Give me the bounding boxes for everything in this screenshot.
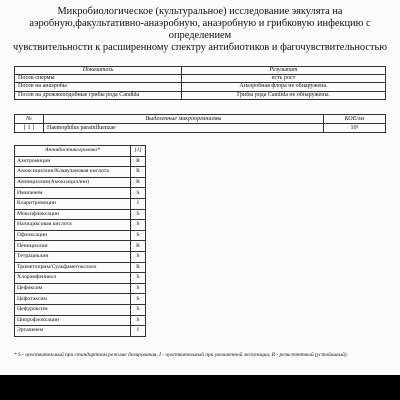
- summary-result: есть рост: [181, 75, 385, 83]
- summary-indicator: Посев на дрожжеподобные грибы рода Candida: [15, 91, 182, 99]
- antibiogram-row: [15, 315, 146, 326]
- antibiogram-row: [15, 326, 146, 337]
- antibiotic-name: Кларитромицин: [15, 198, 131, 209]
- antibiotic-name: Цефуроксим: [15, 304, 131, 315]
- sensitivity-result: S: [131, 230, 146, 241]
- sensitivity-result: R: [131, 241, 146, 252]
- organisms-header-name: Выделенные микроорганизмы: [44, 115, 324, 124]
- organism-no: [ 1 ]: [15, 124, 44, 133]
- title-line-1: Микробиологическое (культуральное) исследование эякулята на: [57, 6, 343, 17]
- antibiogram-row: [15, 198, 146, 209]
- organisms-header-no: №: [15, 115, 44, 124]
- antibiogram-row: [15, 177, 146, 188]
- title-line-2: аэробную,факультативно-анаэробную, анаэробную и грибковую инфекцию с определением: [29, 18, 371, 41]
- antibiogram-row: [15, 241, 146, 252]
- summary-row: [15, 75, 386, 83]
- antibiotic-name: Ципрофлоксацин: [15, 315, 131, 326]
- document-title: [8, 6, 392, 54]
- organisms-header-cfu: КОЕ/мл: [324, 115, 386, 124]
- summary-result: Анаэробная флора не обнаружена.: [181, 83, 385, 91]
- sensitivity-result: S: [131, 220, 146, 231]
- antibiotic-name: Ампициллин(Амоксициллин): [15, 177, 131, 188]
- summary-table: [14, 66, 386, 100]
- summary-indicator: Посев на анаэробы: [15, 83, 182, 91]
- antibiotic-name: Хлорамфеникол: [15, 273, 131, 284]
- antibiogram-row: [15, 304, 146, 315]
- antibiogram-row: [15, 220, 146, 231]
- antibiogram-row: [15, 294, 146, 305]
- sensitivity-result: R: [131, 177, 146, 188]
- antibiogram-header-row: [15, 146, 146, 157]
- antibiogram-table: [14, 145, 146, 337]
- antibiogram-row: [15, 273, 146, 284]
- sensitivity-result: I: [131, 198, 146, 209]
- antibiogram-row: [15, 283, 146, 294]
- antibiogram-row: [15, 251, 146, 262]
- summary-row: [15, 91, 386, 99]
- sensitivity-result: R: [131, 156, 146, 167]
- organism-name: Haemophilus parainfluenzae: [44, 124, 324, 133]
- summary-header-indicator: Показатель: [15, 67, 182, 75]
- footnote: * S - чувствительный при стандартном режиме дозирования, I - чувствительный при увеличенной экспозиции, R - резистентный (устойчивый).: [14, 352, 348, 358]
- antibiogram-header-name: Антибиотикограмма*: [15, 146, 131, 157]
- sensitivity-result: S: [131, 294, 146, 305]
- antibiogram-row: [15, 156, 146, 167]
- antibiotic-name: Амоксициллин/Клавулановая кислота: [15, 167, 131, 178]
- sensitivity-result: S: [131, 188, 146, 199]
- sensitivity-result: S: [131, 251, 146, 262]
- sensitivity-result: S: [131, 304, 146, 315]
- sensitivity-result: I: [131, 326, 146, 337]
- sensitivity-result: R: [131, 167, 146, 178]
- antibiogram-body: [15, 156, 146, 336]
- antibiotic-name: Эртапенем: [15, 326, 131, 337]
- organism-row: [15, 124, 386, 133]
- sensitivity-result: S: [131, 273, 146, 284]
- antibiotic-name: Офлоксацин: [15, 230, 131, 241]
- organism-cfu: 10⁵: [324, 124, 386, 133]
- summary-indicator: Посев спермы: [15, 75, 182, 83]
- sensitivity-result: S: [131, 283, 146, 294]
- antibiotic-name: Тетрациклин: [15, 251, 131, 262]
- antibiotic-name: Триметоприм/Сульфаметоксазол: [15, 262, 131, 273]
- antibiogram-row: [15, 188, 146, 199]
- antibiotic-name: Цефотаксим: [15, 294, 131, 305]
- antibiotic-name: Имипенем: [15, 188, 131, 199]
- organisms-header-row: [15, 115, 386, 124]
- summary-header-row: [15, 67, 386, 75]
- antibiogram-header-col: [1]: [131, 146, 146, 157]
- organisms-table: [14, 114, 386, 133]
- title-line-3: чувствительности к расширенному спектру антибиотиков и фагочувствительностью: [13, 42, 387, 53]
- antibiotic-name: Азитромицин: [15, 156, 131, 167]
- antibiotic-name: Моксифлоксацин: [15, 209, 131, 220]
- antibiotic-name: Цефиксим: [15, 283, 131, 294]
- antibiotic-name: Пенициллин: [15, 241, 131, 252]
- sensitivity-result: R: [131, 262, 146, 273]
- antibiogram-row: [15, 167, 146, 178]
- antibiogram-row: [15, 230, 146, 241]
- antibiogram-row: [15, 262, 146, 273]
- antibiogram-row: [15, 209, 146, 220]
- summary-result: Грибы рода Candida не обнаружены.: [181, 91, 385, 99]
- summary-row: [15, 83, 386, 91]
- summary-header-result: Результат: [181, 67, 385, 75]
- sensitivity-result: S: [131, 209, 146, 220]
- antibiotic-name: Налидиксовая кислота: [15, 220, 131, 231]
- sensitivity-result: S: [131, 315, 146, 326]
